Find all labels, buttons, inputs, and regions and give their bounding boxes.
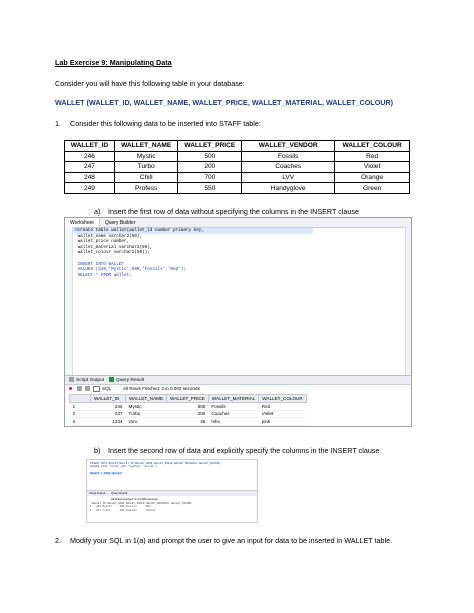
grid-cell[interactable]: pink bbox=[259, 418, 306, 426]
table-header-cell: WALLET_VENDOR bbox=[242, 141, 335, 152]
sql-editor[interactable] bbox=[90, 462, 221, 476]
grid-header-cell[interactable]: WALLET_PRICE bbox=[167, 395, 209, 403]
grid-cell[interactable]: Violet bbox=[259, 410, 306, 418]
refresh-icon[interactable] bbox=[77, 386, 84, 391]
grid-cell[interactable]: Fossils bbox=[208, 403, 258, 411]
grid-header-cell[interactable]: WALLET_COLOUR bbox=[171, 502, 192, 505]
grid-cell[interactable]: 500 bbox=[167, 403, 209, 411]
code-line: wallet_colour varchar2(50)); bbox=[77, 250, 150, 256]
grid-header-cell[interactable]: WALLET_MATERIAL bbox=[208, 395, 258, 403]
grid-header-cell[interactable]: WALLET_ID bbox=[91, 502, 106, 505]
grid-cell: 2 bbox=[70, 410, 91, 418]
grid-cell[interactable]: Red bbox=[259, 403, 306, 411]
question-b-number: b) bbox=[94, 446, 101, 455]
grid-cell[interactable]: 1234 bbox=[91, 418, 126, 426]
code-line: VALUES (247,'Turbo',200,'Coaches','Violet'); bbox=[90, 465, 159, 469]
staff-data-table bbox=[64, 140, 410, 194]
question-1-text: Consider this following data to be inserted into STAFF table: bbox=[70, 119, 261, 128]
tab-script-output[interactable]: Script Output bbox=[69, 377, 104, 383]
sql-developer-screenshot-2 bbox=[86, 459, 258, 523]
tab-script-output[interactable]: Script Output bbox=[89, 491, 106, 495]
table-header-cell: WALLET_COLOUR bbox=[335, 141, 410, 152]
question-b-text: Insert the second row of data and explicitly specify the columns in the INSERT clause bbox=[108, 446, 380, 455]
question-2-number: 2. bbox=[55, 536, 61, 545]
code-line: VALUES (246,'Mystic',500,'Fossils','Red'); bbox=[77, 267, 186, 273]
table-cell: 500 bbox=[178, 151, 242, 162]
grid-header-cell bbox=[70, 395, 91, 403]
question-a-number: a) bbox=[94, 207, 101, 216]
sql-editor[interactable] bbox=[75, 228, 204, 278]
table-cell: Turbo bbox=[114, 162, 178, 173]
query-result-icon bbox=[109, 377, 114, 382]
result-toolbar bbox=[65, 384, 411, 393]
table-cell: 550 bbox=[178, 183, 242, 194]
script-output-icon bbox=[69, 377, 74, 382]
grid-cell[interactable]: 247 bbox=[91, 410, 126, 418]
grid-cell[interactable]: 200 bbox=[167, 410, 209, 418]
fetch-status: All Rows Fetched: 3 in 0.002 seconds bbox=[123, 386, 200, 391]
grid-cell[interactable]: Mystic bbox=[126, 403, 167, 411]
table-cell: Coaches bbox=[242, 162, 335, 173]
table-cell: 200 bbox=[178, 162, 242, 173]
output-panel-tabbar bbox=[87, 490, 257, 496]
tab-query-result[interactable]: Query Result bbox=[109, 377, 144, 383]
table-header-cell: WALLET_NAME bbox=[114, 141, 178, 152]
editor-scrollbar[interactable] bbox=[405, 227, 411, 375]
grid-header-row bbox=[70, 395, 307, 403]
grid-cell[interactable]: 45 bbox=[167, 418, 209, 426]
grid-cell[interactable]: hihu bbox=[208, 418, 258, 426]
print-icon[interactable] bbox=[85, 386, 92, 391]
table-cell: 246 bbox=[65, 151, 115, 162]
grid-cell: 1 bbox=[70, 403, 91, 411]
query-result-grid bbox=[69, 394, 307, 426]
table-cell: Profess bbox=[114, 183, 178, 194]
question-a-text: Insert the first row of data without specifying the columns in the INSERT clause bbox=[108, 207, 360, 216]
table-cell: Orange bbox=[335, 172, 410, 183]
grid-cell[interactable]: 246 bbox=[91, 403, 126, 411]
table-row bbox=[65, 172, 410, 183]
table-cell: LVV bbox=[242, 172, 335, 183]
table-cell: Fossils bbox=[242, 151, 335, 162]
table-row bbox=[65, 183, 410, 194]
question-1-number: 1. bbox=[55, 119, 61, 128]
code-line: SELECT * FROM WALLET; bbox=[90, 472, 123, 476]
table-header-cell: WALLET_PRICE bbox=[178, 141, 242, 152]
table-header-row bbox=[65, 141, 410, 152]
table-cell: 247 bbox=[65, 162, 115, 173]
table-row[interactable]: 1 246 Mystic 500 Fossils Red bbox=[90, 505, 151, 509]
table-cell: Mystic bbox=[114, 151, 178, 162]
code-line: INSERT INTO WALLET(WALLET_ID,WALLET_NAME,WALLET_PRICE,WALLET_MATERIAL,WALLET_COLOUR) bbox=[90, 462, 221, 465]
tab-query-result[interactable]: Query Result bbox=[111, 491, 128, 495]
table-header-cell: WALLET_ID bbox=[65, 141, 115, 152]
grid-header-cell[interactable]: WALLET_NAME bbox=[107, 502, 125, 505]
fetch-status: All Rows Fetched: 2 in 0.006 seconds bbox=[111, 497, 158, 501]
table-cell: Chill bbox=[114, 172, 178, 183]
page-title: Lab Exercise 9: Manipulating Data bbox=[55, 58, 172, 67]
grid-cell: 3 bbox=[70, 418, 91, 426]
tab-worksheet[interactable]: Worksheet bbox=[65, 218, 100, 227]
intro-text: Consider you will have this following table in your database: bbox=[55, 79, 245, 88]
question-2-text: Modify your SQL in 1(a) and prompt the user to give an input for data to be inserted in WALLET table. bbox=[70, 536, 393, 545]
table-row[interactable] bbox=[70, 403, 307, 411]
table-cell: Red bbox=[335, 151, 410, 162]
grid-cell[interactable]: Turbo bbox=[126, 410, 167, 418]
grid-header-cell[interactable]: WALLET_NAME bbox=[126, 395, 167, 403]
table-cell: 249 bbox=[65, 183, 115, 194]
pin-icon[interactable] bbox=[69, 386, 74, 391]
grid-cell[interactable]: zoro bbox=[126, 418, 167, 426]
code-line: wallet_name varchar2(50), bbox=[77, 233, 143, 239]
table-row[interactable]: 2 247 Turbo 200 Coaches Violet bbox=[90, 508, 156, 512]
table-row[interactable] bbox=[70, 418, 307, 426]
table-row[interactable] bbox=[70, 410, 307, 418]
query-result-grid bbox=[90, 502, 191, 512]
worksheet-tabbar bbox=[65, 218, 411, 228]
grid-cell[interactable]: Coaches bbox=[208, 410, 258, 418]
sql-developer-screenshot-1 bbox=[64, 217, 412, 427]
code-line: SELECT * FROM wallet; bbox=[77, 272, 132, 278]
table-row bbox=[65, 151, 410, 162]
table-cell: Green bbox=[335, 183, 410, 194]
code-line: wallet_price number, bbox=[77, 239, 130, 245]
grid-header-cell[interactable]: WALLET_PRICE bbox=[125, 502, 145, 505]
table-cell: 700 bbox=[178, 172, 242, 183]
table-cell: Violet bbox=[335, 162, 410, 173]
table-cell: Handyglove bbox=[242, 183, 335, 194]
tab-query-builder[interactable]: Query Builder bbox=[104, 220, 136, 226]
grid-header-cell[interactable]: WALLET_ID bbox=[91, 395, 126, 403]
sql-badge[interactable]: SQL bbox=[93, 386, 111, 392]
schema-definition: WALLET (WALLET_ID, WALLET_NAME, WALLET_PRICE, WALLET_MATERIAL, WALLET_COLOUR) bbox=[55, 98, 394, 107]
grid-header-cell[interactable]: WALLET_MATERIAL bbox=[146, 502, 170, 505]
code-line: ⊟create table wallet(wallet_id number primary key, bbox=[75, 228, 204, 233]
code-line: wallet_material varchar2(50), bbox=[77, 244, 153, 250]
table-row bbox=[65, 162, 410, 173]
grid-header-cell[interactable]: WALLET_COLOUR bbox=[259, 395, 306, 403]
code-line: INSERT INTO WALLET bbox=[77, 261, 125, 267]
editor-gutter bbox=[65, 227, 73, 375]
table-cell: 248 bbox=[65, 172, 115, 183]
